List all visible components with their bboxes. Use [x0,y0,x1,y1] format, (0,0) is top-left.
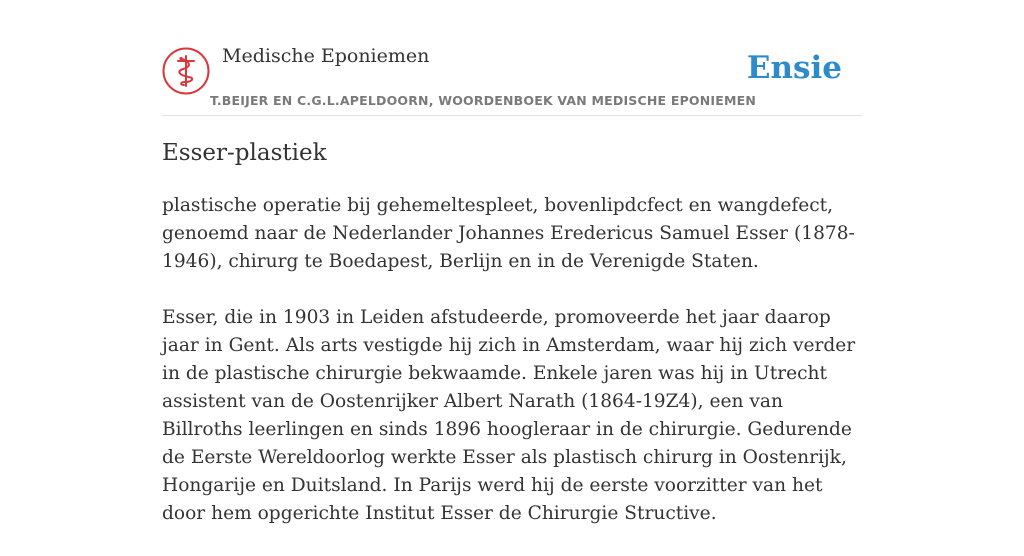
header-divider [162,115,862,116]
entry-paragraph: plastische operatie bij gehemeltespleet, bovenlipdcfect en wangdefect, genoemd naar de Nederlander Johannes Eredericus Samuel Esser (1878-1946), chirurg te Boedapest, Berlijn en in de Verenigde Staten. [162,195,855,272]
source-title[interactable]: Medische Eponiemen [222,45,430,67]
entry-body [162,192,862,556]
entry-title: Esser-plastiek [162,140,327,166]
ensie-logo-link[interactable]: Ensie [746,50,842,86]
entry-paragraph: Esser, die in 1903 in Leiden afstudeerde, promoveerde het jaar daarop jaar in Gent. Als arts vestigde hij zich in Amsterdam, waar hij zich verder in de plastische chirurgie bekwaamde. Enkele jaren was hij in Utrecht assistent van de Oostenrijker Albert Narath (1864-19Z4), een van Billroths leerlingen en sinds 1896 hoogleraar in de chirurgie. Gedurende de Eerste Wereldoorlog werkte Esser als plastisch chirurg in Oostenrijk, Hongarije en Duitsland. In Parijs werd hij de eerste voorzitter van het door hem opgerichte Institut Esser de Chirurgie Structive. [162,307,856,524]
source-subtitle: T.BEIJER EN C.G.L.APELDOORN, WOORDENBOEK VAN MEDISCHE EPONIEMEN [210,93,757,108]
caduceus-icon[interactable] [162,47,210,95]
